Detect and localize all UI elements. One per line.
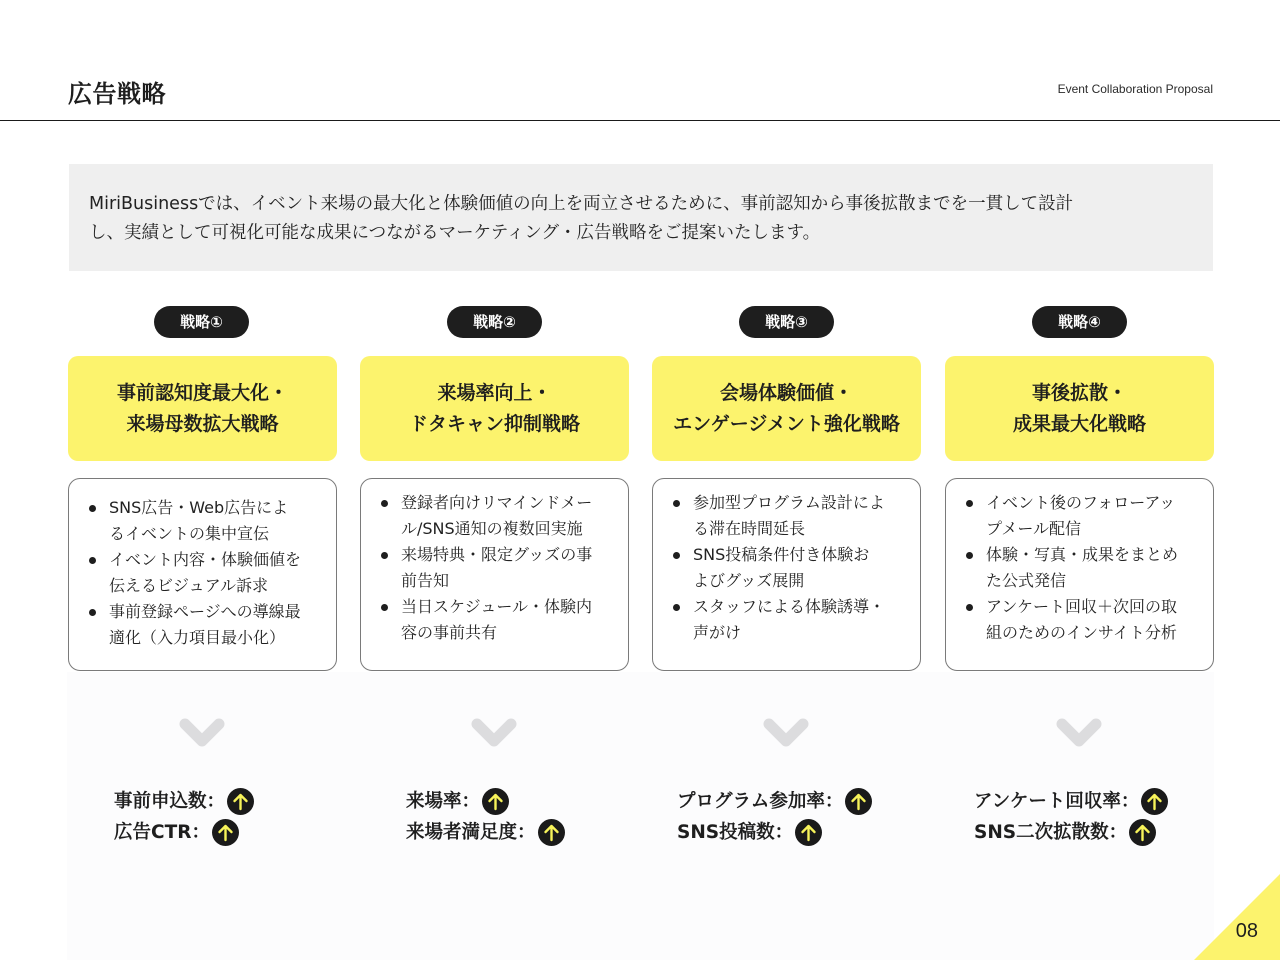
strategy-title-line: ドタキャン抑制戦略 xyxy=(408,412,580,435)
strategy-title-box xyxy=(652,356,921,461)
strategy-title-box xyxy=(68,356,337,461)
corner-accent-triangle xyxy=(1194,874,1280,960)
tactic-item: SNS投稿条件付き体験お よびグッズ展開 xyxy=(673,542,910,594)
strategy-title-line: 会場体験価値・ xyxy=(719,381,853,404)
strategy-title-line: エンゲージメント強化戦略 xyxy=(673,412,900,435)
arrow-up-circle-icon xyxy=(538,819,565,846)
page-number: 08 xyxy=(1235,920,1258,942)
kpi-item: SNS二次拡散数： xyxy=(974,817,1168,848)
chevron-down-icon xyxy=(469,716,519,750)
strategy-badge: 戦略① xyxy=(154,306,249,338)
bullet-icon xyxy=(673,552,680,559)
bullet-icon xyxy=(966,604,973,611)
strategy-title-box xyxy=(945,356,1214,461)
kpi-item: 来場者満足度： xyxy=(406,817,565,848)
tactic-item: SNS広告・Web広告によ るイベントの集中宣伝 xyxy=(89,495,326,547)
arrow-up-circle-icon xyxy=(227,788,254,815)
kpi-block xyxy=(114,786,254,848)
chevron-down-icon xyxy=(761,716,811,750)
tactic-list xyxy=(89,495,326,651)
tactic-list xyxy=(673,490,910,646)
bullet-icon xyxy=(381,552,388,559)
arrow-up-circle-icon xyxy=(795,819,822,846)
arrow-up-circle-icon xyxy=(1141,788,1168,815)
tactic-list xyxy=(381,490,618,646)
intro-line-1: MiriBusinessでは、イベント来場の最大化と体験価値の向上を両立させるために、事前認知から事後拡散までを一貫して設計 xyxy=(89,194,1074,214)
strategy-title-line: 来場率向上・ xyxy=(437,381,552,404)
tactic-list xyxy=(966,490,1203,646)
arrow-up-circle-icon xyxy=(1129,819,1156,846)
bullet-icon xyxy=(966,552,973,559)
header xyxy=(0,0,1280,121)
bullet-icon xyxy=(89,505,96,512)
kpi-block xyxy=(677,786,872,848)
kpi-item: 事前申込数： xyxy=(114,786,254,817)
strategy-title-box xyxy=(360,356,629,461)
kpi-block xyxy=(974,786,1168,848)
kpi-item: アンケート回収率： xyxy=(974,786,1168,817)
kpi-item: プログラム参加率： xyxy=(677,786,872,817)
page-title: 広告戦略 xyxy=(68,80,166,108)
bullet-icon xyxy=(673,500,680,507)
strategy-badge: 戦略② xyxy=(447,306,542,338)
bullet-icon xyxy=(89,557,96,564)
strategy-description-box xyxy=(652,478,921,671)
strategy-title-line: 事前認知度最大化・ xyxy=(116,381,288,404)
strategy-description-box xyxy=(68,478,337,671)
kpi-item: 広告CTR： xyxy=(114,817,254,848)
tactic-item: イベント内容・体験価値を 伝えるビジュアル訴求 xyxy=(89,547,326,599)
intro-panel xyxy=(69,164,1213,271)
bullet-icon xyxy=(673,604,680,611)
chevron-down-icon xyxy=(1054,716,1104,750)
strategy-title-line: 来場母数拡大戦略 xyxy=(126,412,279,435)
bullet-icon xyxy=(89,609,96,616)
strategy-title-line: 成果最大化戦略 xyxy=(1012,412,1146,435)
tactic-item: アンケート回収＋次回の取 組のためのインサイト分析 xyxy=(966,594,1203,646)
strategy-badge: 戦略④ xyxy=(1032,306,1127,338)
arrow-up-circle-icon xyxy=(845,788,872,815)
kpi-item: 来場率： xyxy=(406,786,565,817)
bullet-icon xyxy=(381,500,388,507)
strategy-description-box xyxy=(945,478,1214,671)
tactic-item: 体験・写真・成果をまとめ た公式発信 xyxy=(966,542,1203,594)
kpi-block xyxy=(406,786,565,848)
bullet-icon xyxy=(381,604,388,611)
tactic-item: 事前登録ページへの導線最 適化（入力項目最小化） xyxy=(89,599,326,651)
deck-subtitle: Event Collaboration Proposal xyxy=(1057,82,1213,96)
tactic-item: 登録者向けリマインドメー ル/SNS通知の複数回実施 xyxy=(381,490,618,542)
intro-line-2: し、実績として可視化可能な成果につながるマーケティング・広告戦略をご提案いたします。 xyxy=(89,223,821,243)
tactic-item: 来場特典・限定グッズの事 前告知 xyxy=(381,542,618,594)
chevron-down-icon xyxy=(177,716,227,750)
bullet-icon xyxy=(966,500,973,507)
strategy-badge: 戦略③ xyxy=(739,306,834,338)
arrow-up-circle-icon xyxy=(212,819,239,846)
arrow-up-circle-icon xyxy=(482,788,509,815)
kpi-item: SNS投稿数： xyxy=(677,817,872,848)
tactic-item: スタッフによる体験誘導・ 声がけ xyxy=(673,594,910,646)
tactic-item: イベント後のフォローアッ プメール配信 xyxy=(966,490,1203,542)
strategy-title-line: 事後拡散・ xyxy=(1031,381,1127,404)
tactic-item: 参加型プログラム設計によ る滞在時間延長 xyxy=(673,490,910,542)
strategy-description-box xyxy=(360,478,629,671)
tactic-item: 当日スケジュール・体験内 容の事前共有 xyxy=(381,594,618,646)
